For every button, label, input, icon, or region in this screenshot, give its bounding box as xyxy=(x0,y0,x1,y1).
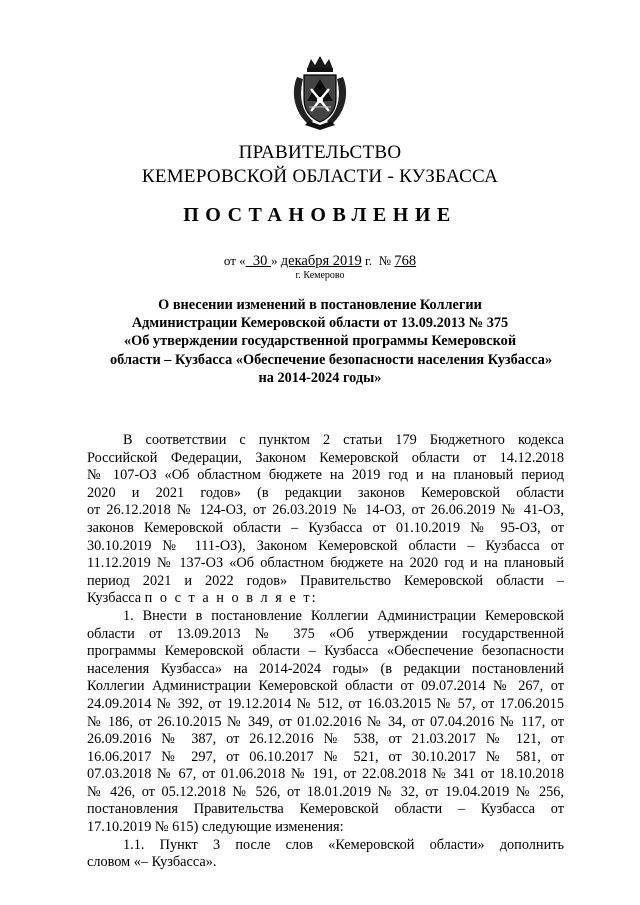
body-line: программы Кемеровской области – Кузбасса «Обеспечение безопасности xyxy=(87,643,564,660)
body-line: № 186, от 26.10.2015 № 349, от 01.02.2016 № 34, от 07.04.2016 № 117, от xyxy=(87,713,564,730)
subject-line: на 2014-2024 годы» xyxy=(258,369,382,386)
body-line: № 107-ОЗ «Об областном бюджете на 2019 год и на плановый период xyxy=(87,467,564,484)
body-line: 11.12.2019 № 137-ОЗ «Об областном бюджете на 2020 год и на плановый xyxy=(87,555,564,572)
body-line: период 2021 и 2022 годов» Правительство Кемеровской области – xyxy=(87,572,564,589)
date-prefix: от « xyxy=(223,253,246,268)
body-line: 24.09.2014 № 392, от 19.12.2014 № 512, от 16.03.2015 № 57, от 17.06.2015 xyxy=(87,695,564,712)
body-line: 07.03.2018 № 67, от 01.06.2018 № 191, от 22.08.2018 № 341 от 18.10.2018 xyxy=(87,766,564,783)
date-month-year: декабря 2019 xyxy=(280,253,362,269)
government-title-line1: ПРАВИТЕЛЬСТВО xyxy=(238,142,402,163)
subject-line: области – Кузбасса «Обеспечение безопасности населения Кузбасса» xyxy=(110,351,553,368)
government-title-line2: КЕМЕРОВСКОЙ ОБЛАСТИ - КУЗБАССА xyxy=(141,166,499,187)
body-line: от 26.12.2018 № 124-ОЗ, от 26.03.2019 № 14-ОЗ, от 26.06.2019 № 41-ОЗ, xyxy=(87,502,564,519)
body-line: 1.1. Пункт 3 после слов «Кемеровской области» дополнить xyxy=(123,836,564,853)
body-line: 26.09.2016 № 387, от 26.12.2016 № 538, от 21.03.2017 № 121, от xyxy=(87,731,564,748)
coat-of-arms-emblem xyxy=(287,55,353,131)
body-line: словом «– Кузбасса». xyxy=(87,854,217,871)
date-year-suffix: г. xyxy=(365,253,373,268)
body-line: 30.10.2019 № 111-ОЗ), Законом Кемеровской области – Кузбасса от xyxy=(87,537,564,554)
subject-line: Администрации Кемеровской области от 13.09.2013 № 375 xyxy=(131,315,509,332)
number-label: № xyxy=(378,253,392,268)
subject-line: О внесении изменений в постановление Коллегии xyxy=(158,297,482,313)
document-body xyxy=(87,432,564,872)
document-type-title: ПОСТАНОВЛЕНИЕ xyxy=(183,204,457,226)
body-line-decree xyxy=(87,590,564,608)
document-subject xyxy=(110,296,553,387)
body-line: 2020 и 2021 годов» (в редакции законов Кемеровской области xyxy=(87,484,564,501)
body-line: № 426, от 05.12.2018 № 526, от 18.01.2019 № 32, от 19.04.2019 № 256, xyxy=(87,783,564,800)
subject-line: «Об утверждении государственной программы Кемеровской xyxy=(123,333,517,350)
body-line: области от 13.09.2013 № 375 «Об утверждении государственной xyxy=(87,625,564,642)
body-line: 16.06.2017 № 297, от 06.10.2017 № 521, от 30.10.2017 № 581, от xyxy=(87,748,564,765)
document-number: 768 xyxy=(394,253,417,269)
body-line: В соответствии с пунктом 2 статьи 179 Бюджетного кодекса xyxy=(123,432,564,448)
date-mid: » xyxy=(271,253,278,268)
body-line: 17.10.2019 № 615) следующие изменения: xyxy=(87,819,344,836)
decree-verb: п о с т а н о в л я е т: xyxy=(144,590,318,607)
body-line: населения Кузбасса» на 2014-2024 годы» (в редакции постановлений xyxy=(87,660,564,677)
body-line: Кузбасса xyxy=(87,590,142,607)
body-line: постановления Правительства Кемеровской области – Кузбасса от xyxy=(87,801,564,818)
date-day: 30 xyxy=(252,253,268,269)
body-line: 1. Внести в постановление Коллегии Администрации Кемеровской xyxy=(123,607,564,624)
body-line: законов Кемеровской области – Кузбасса от 01.10.2019 № 95-ОЗ, от xyxy=(87,519,564,536)
city-label: г. Кемерово xyxy=(295,270,345,281)
body-line: Коллегии Администрации Кемеровской области от 09.07.2014 № 267, от xyxy=(87,678,564,695)
date-number-line xyxy=(0,253,640,270)
body-line: Российской Федерации, Законом Кемеровской области от 14.12.2018 xyxy=(87,449,564,466)
